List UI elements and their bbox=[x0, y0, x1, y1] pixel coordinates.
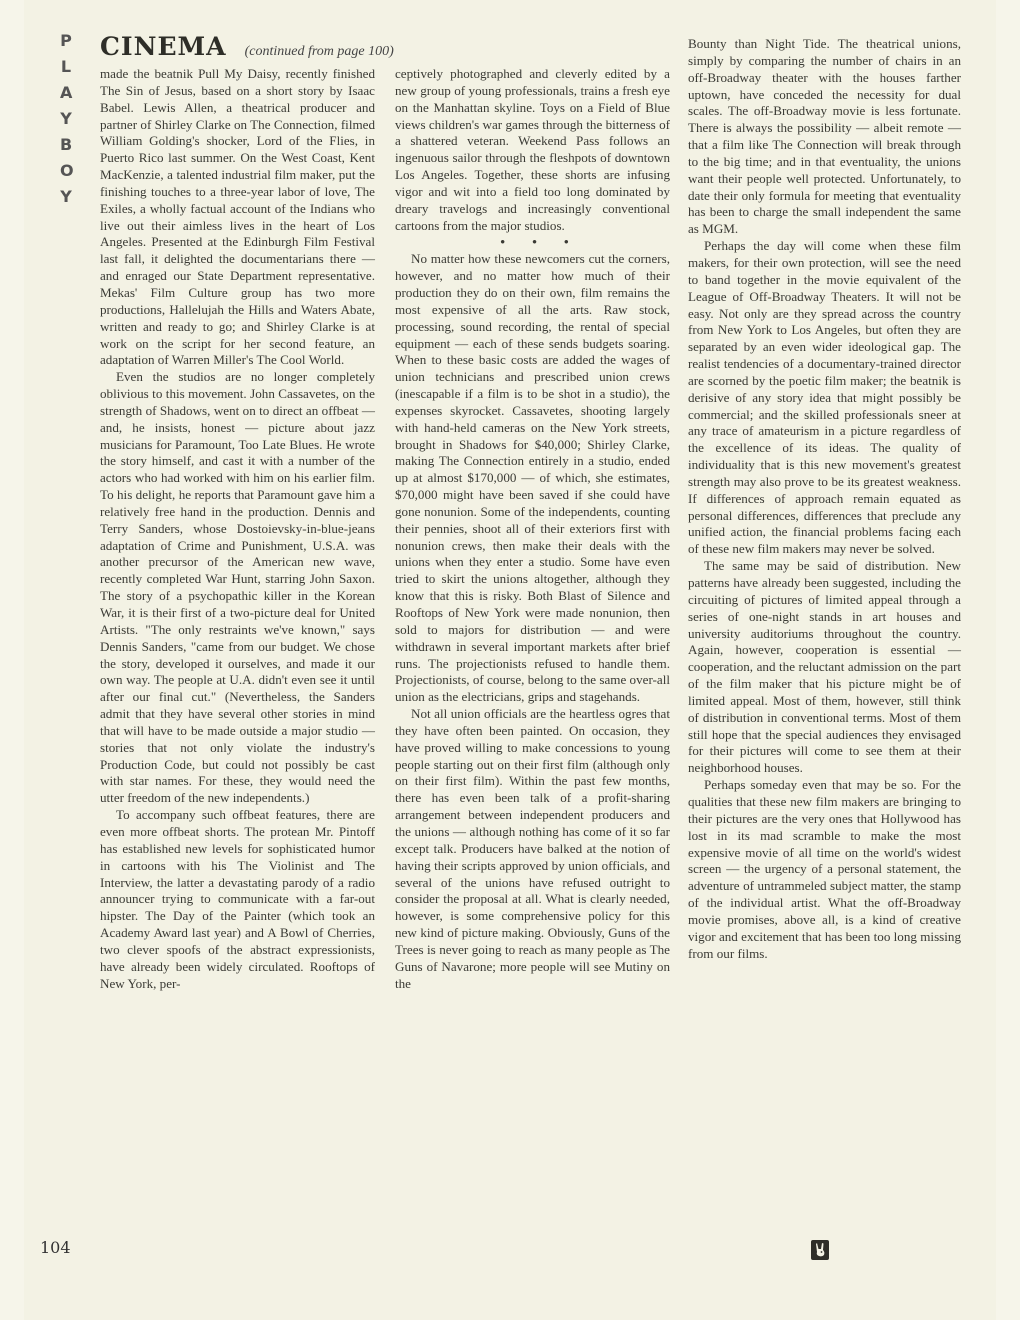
running-title-letter: P bbox=[60, 31, 80, 50]
paragraph: made the beatnik Pull My Daisy, recently finished The Sin of Jesus, based on a short story by Isaac Babel. Lewis Allen, a theatrical producer and partner of Shirley Clarke on The Connection, filmed William Golding's shocker, Lord of the Flies, in Puerto Rico last summer. On the West Coast, Kent MacKenzie, a talented industrial film maker, put the finishing touches to a three-year labor of love, The Exiles, a wholly factual account of the Indians who live out their aimless lives in the heart of Los Angeles. Presented at the Edinburgh Film Festival last fall, it delighted the documentarians there — and enraged our State Department representative. Mekas' Film Culture group has two more productions, Hallelujah the Hills and Waters Abate, written and ready to go; and Shirley Clarke is at work on the script for her second feature, an adaptation of Warren Miller's The Cool World. bbox=[100, 66, 375, 368]
text-column-1 bbox=[100, 66, 375, 992]
running-title-letter: Y bbox=[60, 187, 80, 206]
running-title bbox=[60, 28, 80, 210]
paragraph: Even the studios are no longer completely oblivious to this movement. John Cassavetes, on the strength of Shadows, went on to direct an offbeat — and, he insists, honest — picture about jazz musicians for Paramount, Too Late Blues. He wrote the story himself, and cast it with a number of the actors who had worked with him on his earlier film. To his delight, he reports that Paramount gave him a relatively free hand in the production. Dennis and Terry Sanders, whose Dostoievsky-in-blue-jeans adaptation of Crime and Punishment, U.S.A. was another precursor of the American new wave, recently completed War Hunt, starring John Saxon. The story of a psychopathic killer in the Korean War, it is their first of a two-picture deal for United Artists. "The only restraints we've known," says Dennis Sanders, "came from our budget. We chose the story, developed it ourselves, and made it our own way. The people at U.A. didn't even see it until after our final cut." (Nevertheless, the Sanders admit that they have several other stories in mind that will have to be made outside a major studio — stories that not only violate the industry's Production Code, but could not possibly be cast with star names. For these, they would need the utter freedom of the new independents.) bbox=[100, 369, 375, 806]
paragraph: ceptively photographed and cleverly edited by a new group of young professionals, trains a fresh eye on the Manhattan skyline. Toys on a Field of Blue views children's war games through the bitterness of a shattered veteran. Weekend Pass follows an ingenuous sailor through the fleshpots of downtown Los Angeles. Together, these shorts are infusing vigor and wit into a field too long dominated by dreary travelogs and increasingly conventional cartoons from the major studios. bbox=[395, 66, 670, 233]
paragraph: Bounty than Night Tide. The theatrical unions, simply by comparing the number of chairs in an off-Broadway theater with the houses farther uptown, have conceded the necessity for dual scales. The off-Broadway movie is less fortunate. There is always the possibility — albeit remote — that a film like The Connection will break through to the big time; and in that eventuality, the unions want their people well protected. Unfortunately, to date their only formula for meeting that eventuality has been to charge the small independent the same as MGM. bbox=[688, 36, 961, 237]
running-title-letter: Y bbox=[60, 109, 80, 128]
paragraph: Perhaps the day will come when these film makers, for their own protection, will see the need to band together in the movie equivalent of the League of Off-Broadway Theaters. It will not be easy. Not only are they spread across the country from New York to Los Angeles, but often they are separated by an even wider ideological gap. The realist tendencies of a documentary-trained director are scorned by the poetic film maker; the beatnik is derisive of any story idea that might possibly be commercial; and the skilled professionals sneer at any trace of amateurism in a picture regardless of the excellence of its ideas. The quality of individuality that is this new movement's greatest strength may also prove to be its greatest weakness. If differences of approach remain equated as personal differences, differences that preclude any unified action, the financial problems facing each of these new film makers may never be solved. bbox=[688, 238, 961, 557]
text-column-3 bbox=[688, 36, 961, 962]
paragraph: To accompany such offbeat features, there are even more offbeat shorts. The protean Mr. Pintoff has established new levels for sophisticated humor in cartoons with his The Violinist and The Interview, the latter a devastating parody of a radio announcer trying to communicate with a far-out hipster. The Day of the Painter (which took an Academy Award last year) and A Bowl of Cherries, two clever spoofs of the abstract expressionists, have already been widely circulated. Rooftops of New York, per- bbox=[100, 807, 375, 991]
text-column-2 bbox=[395, 66, 670, 992]
section-header bbox=[100, 32, 430, 61]
paragraph: Perhaps someday even that may be so. For the qualities that these new film makers are bringing to their pictures are the very ones that Hollywood has lost in its mad scramble to make the most expensive movie of all time on the world's widest screen — the urgency of a personal statement, the adventure of untrammeled subject matter, the stamp of the individual artist. What the off-Broadway movie promises, above all, is a kind of creative vigor and excitement that has been too long missing from our films. bbox=[688, 777, 961, 961]
running-title-letter: A bbox=[60, 83, 81, 102]
section-break: • • • bbox=[500, 234, 581, 250]
continued-note: (continued from page 100) bbox=[244, 44, 394, 59]
running-title-letter: O bbox=[60, 161, 82, 180]
paragraph: No matter how these newcomers cut the corners, however, and no matter how much of their production they do on their own, film remains the most expensive of all the arts. Raw stock, processing, sound recording, the rental of special equipment — each of these sends budgets soaring. When to these basic costs are added the wages of union technicians and prescribed union crews (inescapable if a film is to be shot in a studio), the expenses skyrocket. Cassavetes, shooting largely with hand-held cameras on the New York streets, brought in Shadows for $40,000; Shirley Clarke, making The Connection entirely in a studio, ended up at almost $170,000 — of which, she estimates, $70,000 might have been saved if she could have gone nonunion. Some of the independents, counting their pennies, shoot all of their exteriors first with nonunion crews, then make their deals with the unions when they enter a studio. Some have even tried to skirt the unions altogether, although they know that this is risky. Both Blast of Silence and Rooftops of New York were made nonunion, then sold to majors for distribution — and were withdrawn in several important markets after brief runs. The projectionists refused to handle them. Projectionists, of course, belong to the same over-all union as the electricians, grips and stagehands. bbox=[395, 251, 671, 705]
page-number: 104 bbox=[40, 1238, 71, 1257]
running-title-letter: B bbox=[60, 135, 81, 154]
section-name: CINEMA bbox=[100, 32, 227, 61]
running-title-letter: L bbox=[60, 57, 80, 76]
rabbit-head-icon bbox=[811, 1240, 829, 1260]
paragraph: Not all union officials are the heartless ogres that they have often been painted. On occasion, they have proved willing to make concessions to young people starting out on their first film (although only on their first film). Within the past few months, there has even been talk of a profit-sharing arrangement between independent producers and the unions — although nothing has come of it so far except talk. Producers have balked at the notion of having their scripts approved by union officials, and several of the unions have refused outright to consider the proposal at all. What is clearly needed, however, is some comprehensive policy for this new kind of picture making. Obviously, Guns of the Trees is never going to reach as many people as The Guns of Navarone; more people will see Mutiny on the bbox=[395, 706, 670, 991]
paragraph: The same may be said of distribution. New patterns have already been suggested, including the circuiting of pictures of limited appeal through a series of one-night stands in art houses and university auditoriums throughout the country. Again, however, cooperation is essential — cooperation, and the reluctant admission on the part of the film maker that his picture might be of limited appeal. Most of them, however, still think of distribution in conventional terms. Most of them still hope that the special audiences they envisaged for their pictures will come to see them at their neighborhood houses. bbox=[688, 558, 961, 776]
